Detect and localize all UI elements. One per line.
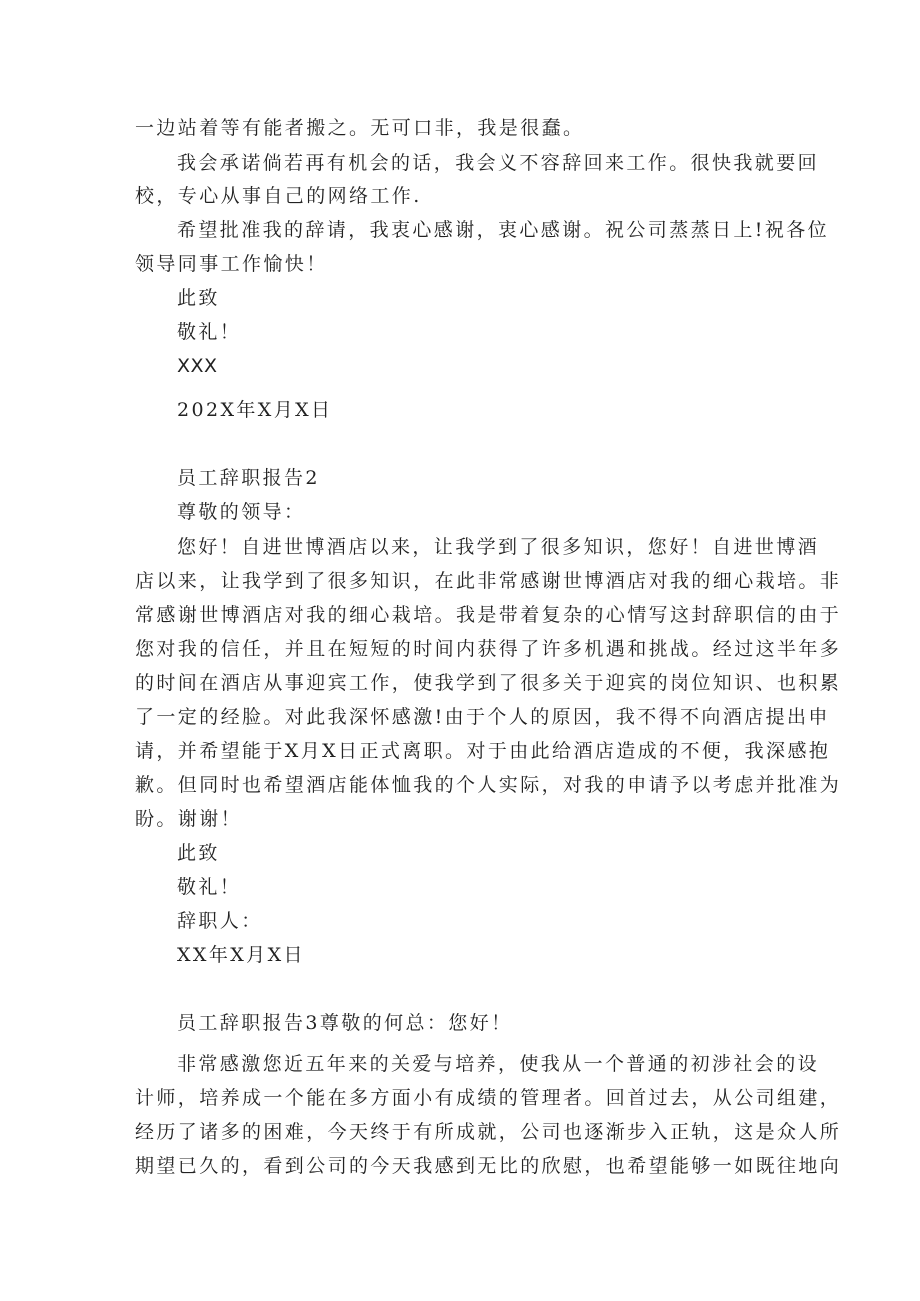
text-line: 期望已久的，看到公司的今天我感到无比的欣慰，也希望能够一如既往地向 — [135, 1155, 842, 1177]
salutation-line: 此致 — [177, 287, 220, 309]
signature-line: 辞职人： — [177, 910, 263, 932]
text-line: 希望批准我的辞请，我衷心感谢，衷心感谢。祝公司蒸蒸日上!祝各位 — [177, 219, 830, 241]
text-line: 盼。谢谢！ — [135, 808, 243, 830]
date-line: XX年X月X日 — [177, 944, 305, 966]
text-line: 校，专心从事自己的网络工作. — [135, 185, 422, 207]
date-line: 202X年X月X日 — [177, 399, 333, 421]
text-line: 了一定的经脸。对此我深怀感激!由于个人的原因，我不得不向酒店提出申 — [135, 706, 830, 728]
text-line: 请，并希望能于X月X日正式离职。对于由此给酒店造成的不便，我深感抱 — [135, 740, 831, 762]
text-line: 我会承诺倘若再有机会的话，我会义不容辞回来工作。很快我就要回 — [177, 152, 820, 174]
salutation-line: 此致 — [177, 842, 220, 864]
text-line: 店以来，让我学到了很多知识，在此非常感谢世博酒店对我的细心栽培。非 — [135, 570, 842, 592]
text-line: 的时间在酒店从事迎宾工作，使我学到了很多关于迎宾的岗位知识、也积累 — [135, 672, 842, 694]
text-line: 您对我的信任，并且在短短的时间内获得了许多机遇和挑战。经过这半年多 — [135, 638, 842, 660]
signature-line: XXX — [177, 355, 218, 377]
text-line: 一边站着等有能者搬之。无可口非，我是很蠢。 — [135, 117, 585, 139]
text-line: 您好！自进世博酒店以来，让我学到了很多知识，您好！自进世博酒 — [177, 536, 820, 558]
text-line: 计师，培养成一个能在多方面小有成绩的管理者。回首过去，从公司组建， — [135, 1087, 842, 1109]
greeting-line: 尊敬的领导： — [177, 501, 306, 523]
text-line: 经历了诸多的困难，今天终于有所成就，公司也逐渐步入正轨，这是众人所 — [135, 1121, 842, 1143]
text-line: 领导同事工作愉快！ — [135, 253, 328, 275]
text-line: 常感谢世博酒店对我的细心栽培。我是带着复杂的心情写这封辞职信的由于 — [135, 604, 842, 626]
salutation-line: 敬礼！ — [177, 876, 242, 898]
text-line: 非常感激您近五年来的关爱与培养，使我从一个普通的初涉社会的设 — [177, 1053, 820, 1075]
section-heading: 员工辞职报告2 — [177, 467, 320, 489]
text-line: 歉。但同时也希望酒店能体恤我的个人实际，对我的申请予以考虑并批准为 — [135, 774, 842, 796]
salutation-line: 敬礼！ — [177, 321, 242, 343]
section-heading: 员工辞职报告3尊敬的何总：您好！ — [177, 1012, 513, 1034]
